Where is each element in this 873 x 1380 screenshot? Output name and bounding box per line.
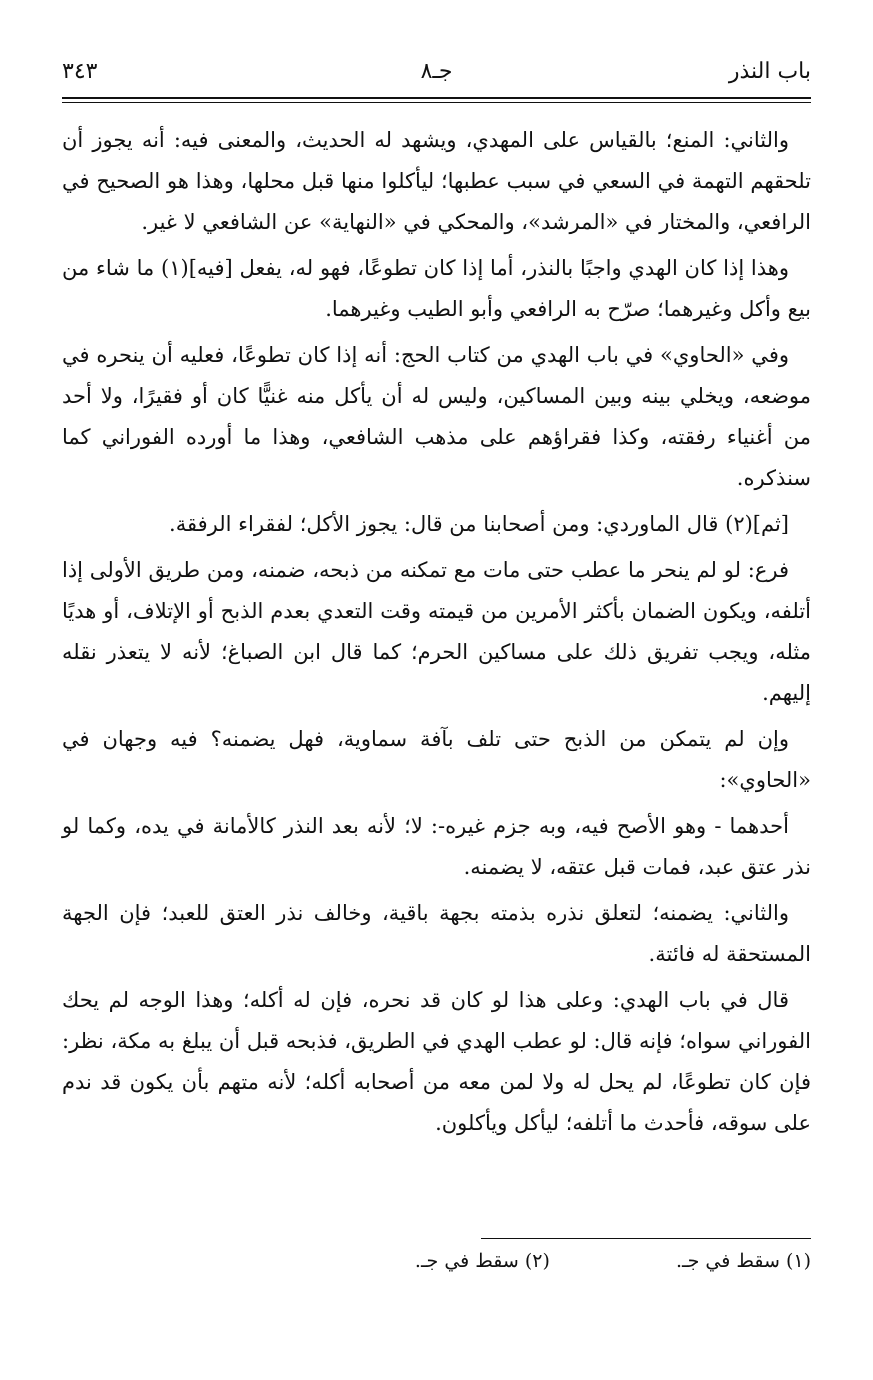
- main-text: [62, 120, 811, 1149]
- paragraph: قال في باب الهدي: وعلى هذا لو كان قد نحره، فإن له أكله؛ وهذا الوجه لم يحك الفوراني سواه؛ فإنه قال: لو عطب الهدي في الطريق، فذبحه قبل أن يبلغ به مكة، نظر: فإن كان تطوعًا، لم يحل له ولا لمن معه من أصحابه أكله؛ لأنه متهم بأن يكون قد ندم على سوقه، فأحدث ما أتلفه؛ ليأكل ويأكلون.: [62, 988, 811, 1135]
- paragraph: أحدهما - وهو الأصح فيه، وبه جزم غيره-: لا؛ لأنه بعد النذر كالأمانة في يده، وكما لو نذر عتق عبد، فمات قبل عتقه، لا يضمنه.: [62, 814, 811, 879]
- paragraph: وإن لم يتمكن من الذبح حتى تلف بآفة سماوية، فهل يضمنه؟ فيه وجهان في «الحاوي»:: [62, 727, 811, 792]
- footnotes: [62, 1246, 811, 1276]
- header-rule: [62, 97, 811, 99]
- paragraph: وهذا إذا كان الهدي واجبًا بالنذر، أما إذا كان تطوعًا، فهو له، يفعل [فيه](١) ما شاء من بيع وأكل وغيرهما؛ صرّح به الرافعي وأبو الطيب وغيرهما.: [62, 256, 811, 321]
- header-rule-thin: [62, 102, 811, 103]
- paragraph: [ثم](٢) قال الماوردي: ومن أصحابنا من قال: يجوز الأكل؛ لفقراء الرفقة.: [169, 512, 789, 536]
- footnote: (١) سقط في جـ.: [675, 1250, 811, 1272]
- paragraph: والثاني: المنع؛ بالقياس على المهدي، ويشهد له الحديث، والمعنى فيه: أنه يجوز أن تلحقهم التهمة في السعي في سبب عطبها؛ ليأكلوا منها قبل محلها، وهذا هو الصحيح في الرافعي، والمختار في «المرشد»، والمحكي في «النهاية» عن الشافعي لا غير.: [62, 128, 811, 234]
- volume-label: جـ٨: [420, 59, 453, 84]
- page-number: ٣٤٣: [62, 59, 98, 84]
- paragraph: والثاني: يضمنه؛ لتعلق نذره بذمته بجهة باقية، وخالف نذر العتق للعبد؛ فإن الجهة المستحقة له فائتة.: [62, 901, 811, 966]
- paragraph: فرع: لو لم ينحر ما عطب حتى مات مع تمكنه من ذبحه، ضمنه، ومن طريق الأولى إذا أتلفه، ويكون الضمان بأكثر الأمرين من قيمته وقت التعدي بعدم الذبح أو الإتلاف، أو هديًا مثله، ويجب تفريق ذلك على مساكين الحرم؛ كما قال ابن الصباغ؛ لأنه لا يتعذر نقله إليهم.: [62, 558, 811, 705]
- paragraph: وفي «الحاوي» في باب الهدي من كتاب الحج: أنه إذا كان تطوعًا، فعليه أن ينحره في موضعه، ويخلي بينه وبين المساكين، وليس له أن يأكل منه غنيًّا كان أو فقيرًا، ولا أحد من أغنياء رفقته، وكذا فقراؤهم على مذهب الشافعي، وهذا ما أورده الفوراني كما سنذكره.: [62, 343, 811, 490]
- footnote: (٢) سقط في جـ.: [414, 1250, 550, 1272]
- page-header: [62, 55, 811, 95]
- chapter-title: باب النذر: [728, 59, 811, 84]
- footnote-rule: [481, 1238, 811, 1239]
